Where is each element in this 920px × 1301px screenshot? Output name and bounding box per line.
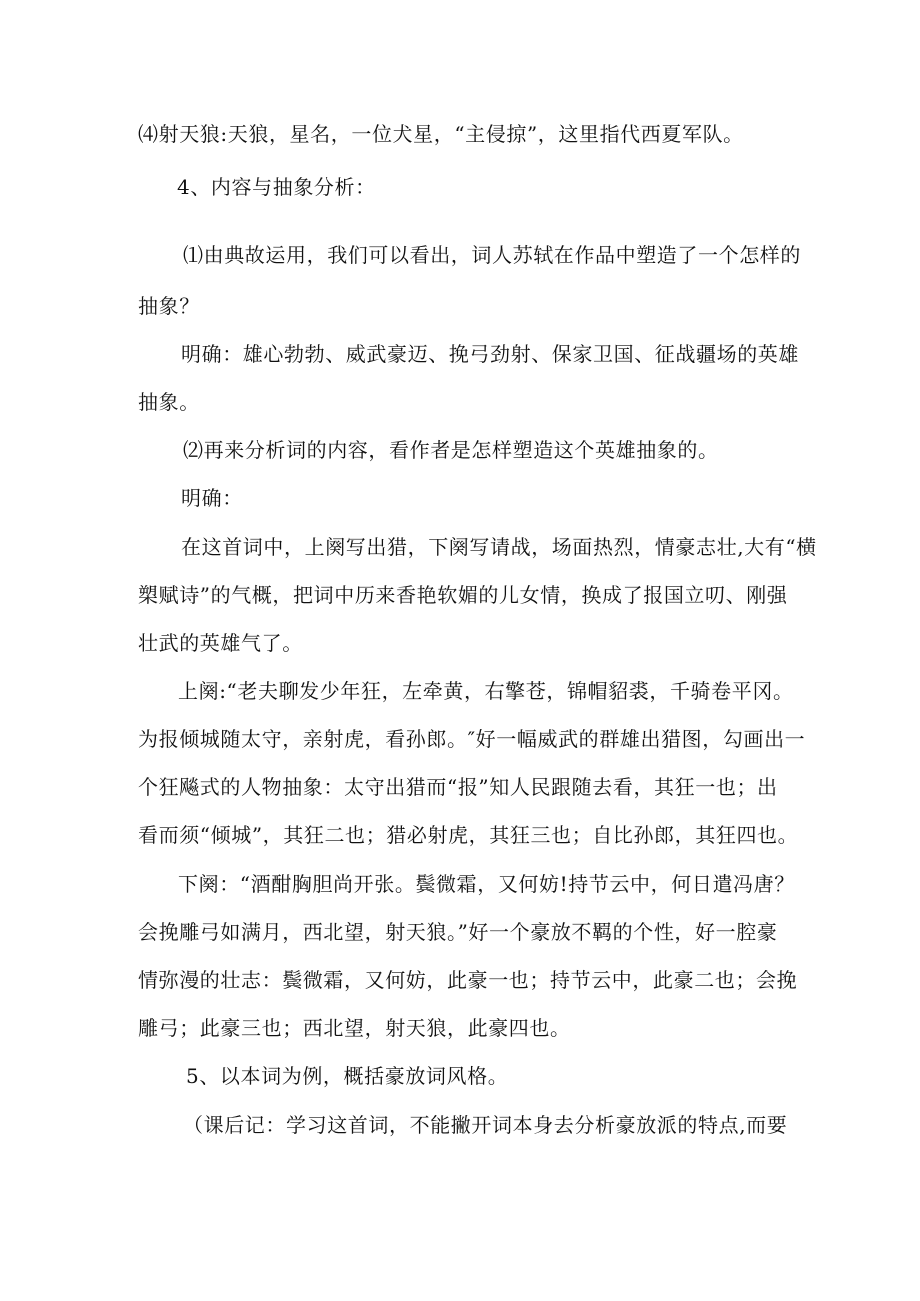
paragraph-overview-line-2: 槊赋诗”的气概，把词中历来香艳软媚的儿女情，换成了报国立叨、刚强 [138, 583, 788, 607]
section-heading-5: 5、以本词为例，概括豪放词风格。 [186, 1064, 509, 1088]
answer-1-line-1: 明确：雄心勃勃、威武豪迈、挽弓劲射、保家卫国、征战疆场的英雄 [181, 342, 799, 366]
answer-2-label: 明确： [181, 486, 243, 510]
section-heading-4: 4、内容与抽象分析： [177, 175, 376, 199]
paragraph-overview-line-1: 在这首词中，上阕写出猎，下阕写请战，场面热烈，情豪志壮,大有“横 [181, 535, 817, 559]
paragraph-upper-line-4: 看而须“倾城”，其狂二也；猎必射虎，其狂三也；自比孙郎，其狂四也。 [138, 823, 799, 847]
paragraph-lower-line-2: 会挽雕弓如满月，西北望，射天狼。”好一个豪放不羁的个性，好一腔豪 [138, 920, 778, 944]
paragraph-lower-line-4: 雕弓；此豪三也；西北望，射天狼，此豪四也。 [138, 1016, 571, 1040]
paragraph-upper-line-3: 个狂飚式的人物抽象：太守出猎而“报”知人民跟随去看，其狂一也；出 [138, 775, 778, 799]
after-class-note-line-1: （课后记：学习这首词，不能撇开词本身去分析豪放派的特点,而要 [183, 1113, 788, 1137]
paragraph-overview-line-3: 壮武的英雄气了。 [138, 631, 303, 655]
question-1-line-1: ⑴由典故运用，我们可以看出，词人苏轼在作品中塑造了一个怎样的 [183, 243, 801, 267]
paragraph-lower-line-1: 下阕：“酒酣胸胆尚开张。鬓微霜，又何妨!持节云中，何日遣冯唐？ [178, 872, 795, 896]
answer-1-line-2: 抽象。 [138, 390, 200, 414]
paragraph-upper-line-1: 上阕:“老夫聊发少年狂，左牵黄，右擎苍，锦帽貂裘，千骑卷平冈。 [178, 679, 794, 703]
paragraph-lower-line-3: 情弥漫的壮志：鬓微霜，又何妨，此豪一也；持节云中，此豪二也；会挽 [138, 968, 798, 992]
question-2: ⑵再来分析词的内容，看作者是怎样塑造这个英雄抽象的。 [183, 438, 719, 462]
paragraph-upper-line-2: 为报倾城随太守，亲射虎，看孙郎。″好一幅威武的群雄出猎图，勾画出一 [138, 727, 806, 751]
question-1-line-2: 抽象？ [138, 294, 200, 318]
annotation-item-4: ⑷射天狼:天狼，星名，一位犬星，“主侵掠”，这里指代西夏军队。 [138, 122, 744, 146]
